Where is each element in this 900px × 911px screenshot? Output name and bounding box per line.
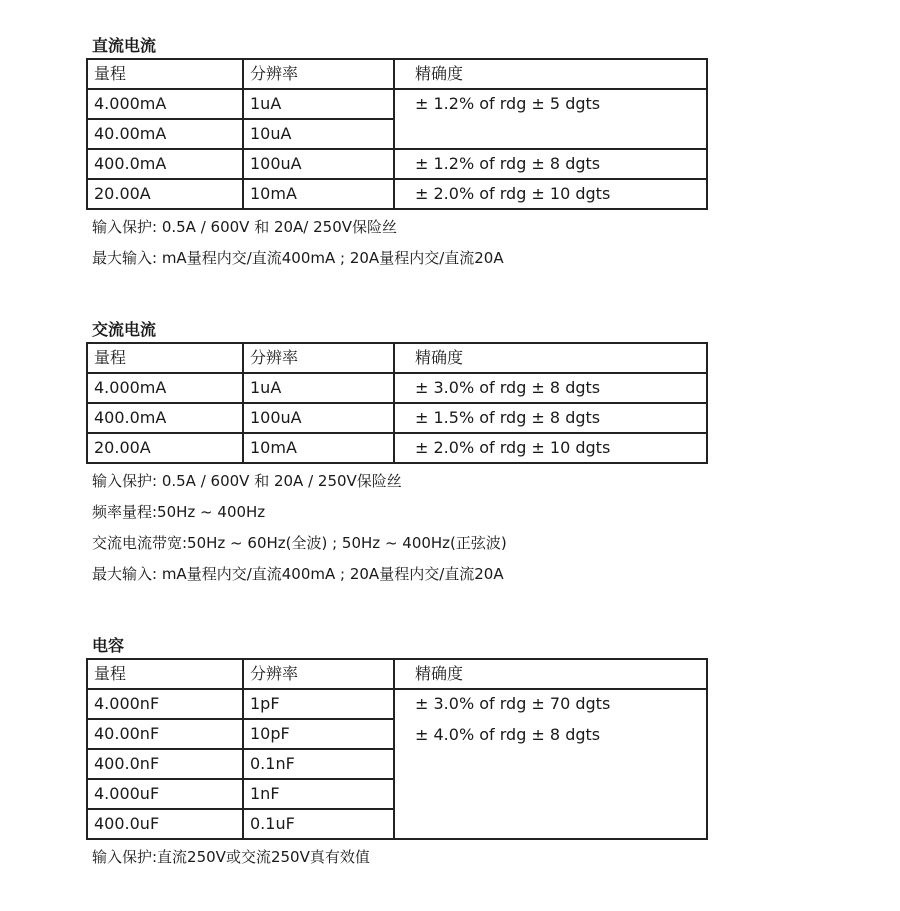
note-line: 输入保护: 0.5A / 600V 和 20A/ 250V保险丝 (92, 218, 398, 236)
note-line: 交流电流带宽:50Hz ~ 60Hz(全波) ; 50Hz ~ 400Hz(正弦波) (92, 534, 507, 552)
accuracy-cell (394, 689, 707, 839)
range-cell: 400.0mA (87, 403, 243, 433)
header-range: 量程 (87, 59, 243, 89)
resolution-cell: 1nF (243, 779, 394, 809)
table-row (87, 179, 707, 209)
note-line: 频率量程:50Hz ~ 400Hz (92, 503, 266, 521)
range-cell: 4.000uF (87, 779, 243, 809)
range-cell: 4.000mA (87, 373, 243, 403)
resolution-cell: 10uA (243, 119, 394, 149)
table-row (87, 373, 707, 403)
ac-current-notes (86, 466, 708, 590)
resolution-cell: 0.1nF (243, 749, 394, 779)
dc-current-section (86, 34, 708, 274)
header-accuracy: 精确度 (394, 59, 707, 89)
dc-current-table (86, 58, 708, 210)
capacitance-notes (86, 842, 708, 873)
table-row (87, 403, 707, 433)
range-cell: 20.00A (87, 179, 243, 209)
ac-current-table (86, 342, 708, 464)
range-cell: 400.0mA (87, 149, 243, 179)
range-cell: 20.00A (87, 433, 243, 463)
accuracy-cell: ± 3.0% of rdg ± 8 dgts (394, 373, 707, 403)
range-cell: 40.00mA (87, 119, 243, 149)
header-resolution: 分辨率 (243, 659, 394, 689)
resolution-cell: 10mA (243, 433, 394, 463)
resolution-cell: 100uA (243, 149, 394, 179)
table-row (87, 433, 707, 463)
resolution-cell: 1uA (243, 89, 394, 119)
note-line: 输入保护:直流250V或交流250V真有效值 (92, 848, 370, 866)
resolution-cell: 100uA (243, 403, 394, 433)
note-line: 最大输入: mA量程内交/直流400mA ; 20A量程内交/直流20A (92, 249, 504, 267)
range-cell: 4.000nF (87, 689, 243, 719)
ac-current-section (86, 318, 708, 590)
resolution-cell: 10pF (243, 719, 394, 749)
accuracy-cell: ± 1.2% of rdg ± 5 dgts (394, 89, 707, 149)
accuracy-line: ± 4.0% of rdg ± 8 dgts (415, 725, 601, 744)
accuracy-cell: ± 2.0% of rdg ± 10 dgts (394, 179, 707, 209)
header-resolution: 分辨率 (243, 59, 394, 89)
table-row (87, 689, 707, 719)
table-header-row (87, 59, 707, 89)
header-range: 量程 (87, 343, 243, 373)
table-row (87, 149, 707, 179)
ac-current-title: 交流电流 (92, 320, 157, 339)
resolution-cell: 0.1uF (243, 809, 394, 839)
note-line: 输入保护: 0.5A / 600V 和 20A / 250V保险丝 (92, 472, 402, 490)
header-range: 量程 (87, 659, 243, 689)
table-row (87, 89, 707, 119)
table-header-row (87, 659, 707, 689)
header-resolution: 分辨率 (243, 343, 394, 373)
note-line: 最大输入: mA量程内交/直流400mA ; 20A量程内交/直流20A (92, 565, 504, 583)
dc-current-notes (86, 212, 708, 274)
table-header-row (87, 343, 707, 373)
resolution-cell: 1pF (243, 689, 394, 719)
accuracy-line: ± 3.0% of rdg ± 70 dgts (415, 694, 611, 713)
range-cell: 400.0uF (87, 809, 243, 839)
range-cell: 40.00nF (87, 719, 243, 749)
accuracy-cell: ± 2.0% of rdg ± 10 dgts (394, 433, 707, 463)
resolution-cell: 1uA (243, 373, 394, 403)
accuracy-cell: ± 1.2% of rdg ± 8 dgts (394, 149, 707, 179)
accuracy-cell: ± 1.5% of rdg ± 8 dgts (394, 403, 707, 433)
header-accuracy: 精确度 (394, 343, 707, 373)
resolution-cell: 10mA (243, 179, 394, 209)
header-accuracy: 精确度 (394, 659, 707, 689)
range-cell: 4.000mA (87, 89, 243, 119)
capacitance-title: 电容 (92, 636, 125, 655)
dc-current-title: 直流电流 (92, 36, 157, 55)
capacitance-table (86, 658, 708, 840)
capacitance-section (86, 634, 708, 873)
range-cell: 400.0nF (87, 749, 243, 779)
